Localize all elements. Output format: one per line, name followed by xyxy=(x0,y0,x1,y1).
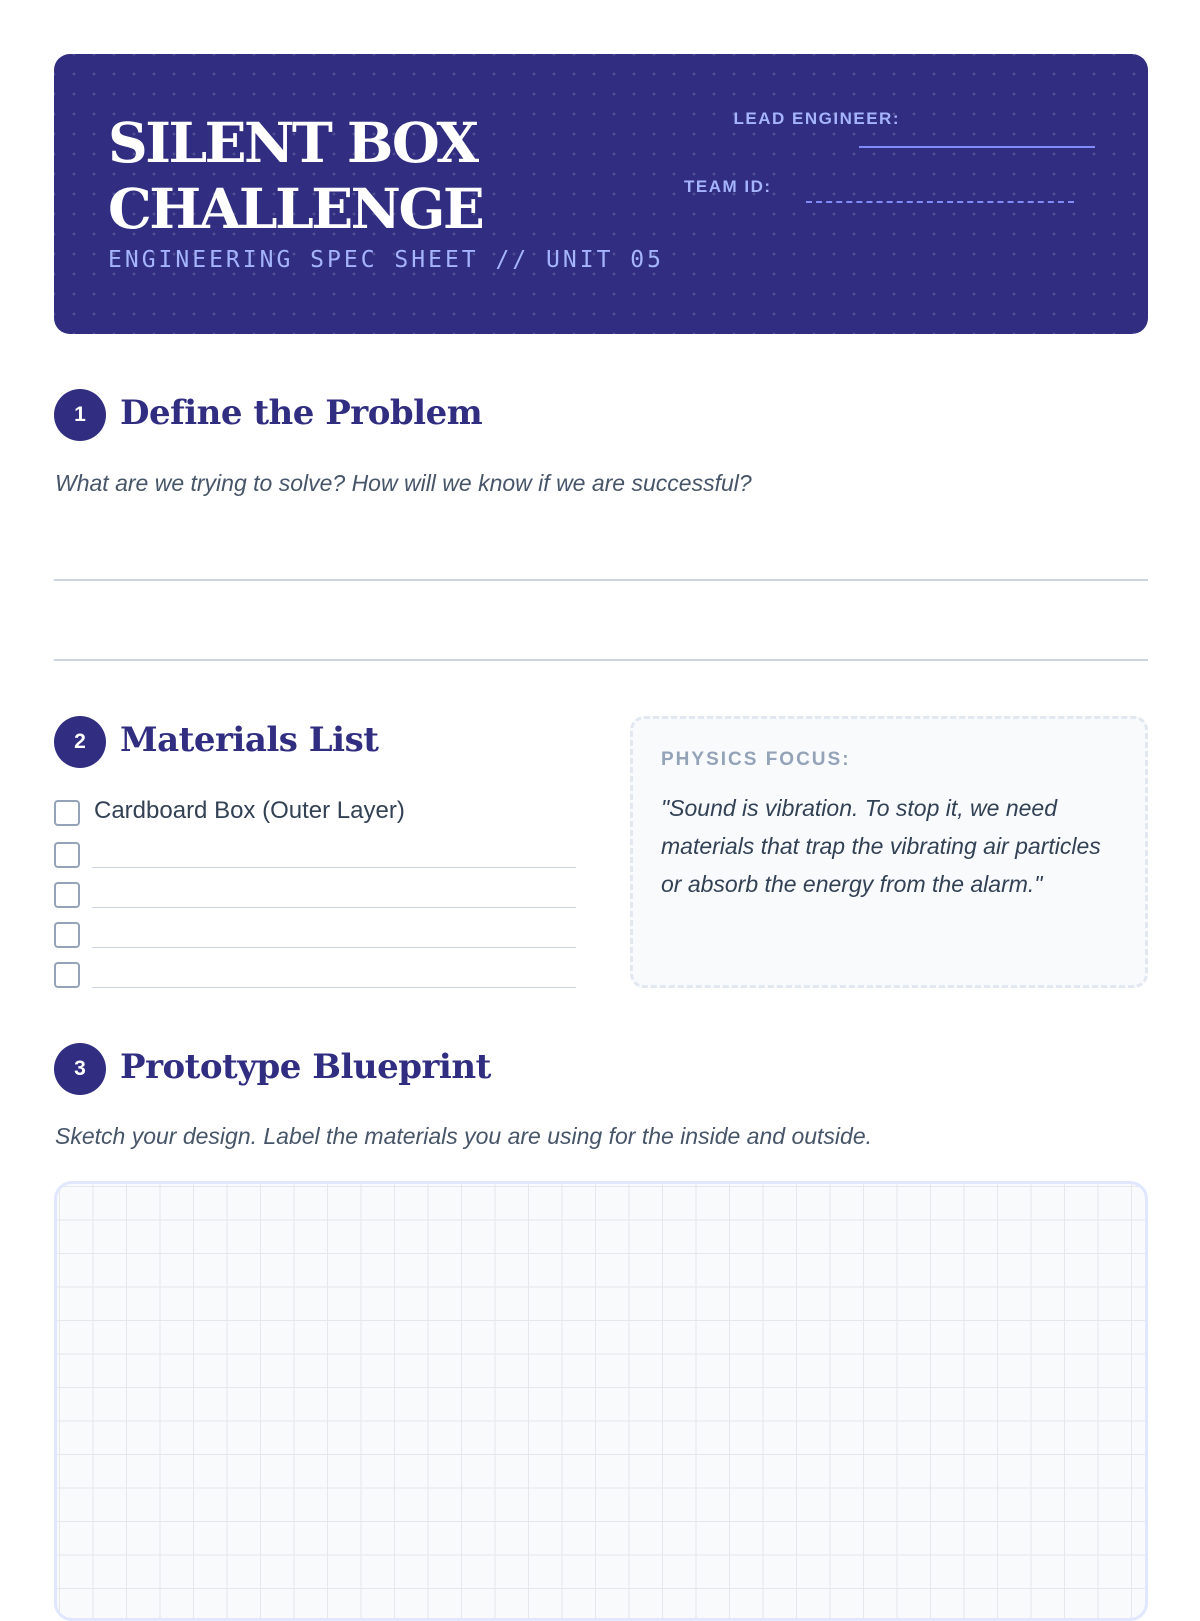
physics-focus-label: PHYSICS FOCUS: xyxy=(661,749,851,770)
material-write-line[interactable] xyxy=(92,947,576,948)
material-item xyxy=(54,797,576,828)
title-line-1: SILENT BOX xyxy=(108,110,477,175)
page-title xyxy=(108,110,482,242)
material-item xyxy=(54,962,576,990)
section-3-prompt: Sketch your design. Label the materials you are using for the inside and outside. xyxy=(55,1123,872,1149)
material-write-line[interactable] xyxy=(92,867,576,868)
material-checkbox[interactable] xyxy=(54,882,80,908)
material-write-line[interactable] xyxy=(92,987,576,988)
blueprint-sketch-area[interactable] xyxy=(54,1181,1148,1621)
physics-focus-callout xyxy=(630,716,1148,988)
answer-line-2[interactable] xyxy=(54,659,1148,661)
section-2-title: Materials List xyxy=(120,720,379,760)
material-item xyxy=(54,842,576,870)
section-3-number-badge: 3 xyxy=(54,1043,106,1095)
material-item xyxy=(54,882,576,910)
section-1-prompt: What are we trying to solve? How will we know if we are successful? xyxy=(55,470,752,496)
section-2-number-badge: 2 xyxy=(54,716,106,768)
material-write-line[interactable] xyxy=(92,907,576,908)
team-id-label: TEAM ID: xyxy=(684,177,772,196)
material-checkbox[interactable] xyxy=(54,962,80,988)
team-id-field[interactable] xyxy=(806,201,1074,203)
physics-focus-text: "Sound is vibration. To stop it, we need materials that trap the vibrating air particles or absorb the energy from the alarm." xyxy=(661,795,1101,897)
material-checkbox[interactable] xyxy=(54,922,80,948)
page-subtitle: ENGINEERING SPEC SHEET // UNIT 05 xyxy=(108,247,664,273)
material-item xyxy=(54,922,576,950)
answer-line-1[interactable] xyxy=(54,579,1148,581)
lead-engineer-label: LEAD ENGINEER: xyxy=(733,109,900,128)
material-label: Cardboard Box (Outer Layer) xyxy=(94,797,405,824)
material-checkbox[interactable] xyxy=(54,800,80,826)
section-1-title: Define the Problem xyxy=(120,393,483,433)
section-3-title: Prototype Blueprint xyxy=(120,1047,491,1087)
section-1-number-badge: 1 xyxy=(54,389,106,441)
title-line-2: CHALLENGE xyxy=(108,176,483,241)
lead-engineer-field[interactable] xyxy=(859,146,1095,148)
header-banner xyxy=(54,54,1148,334)
material-checkbox[interactable] xyxy=(54,842,80,868)
